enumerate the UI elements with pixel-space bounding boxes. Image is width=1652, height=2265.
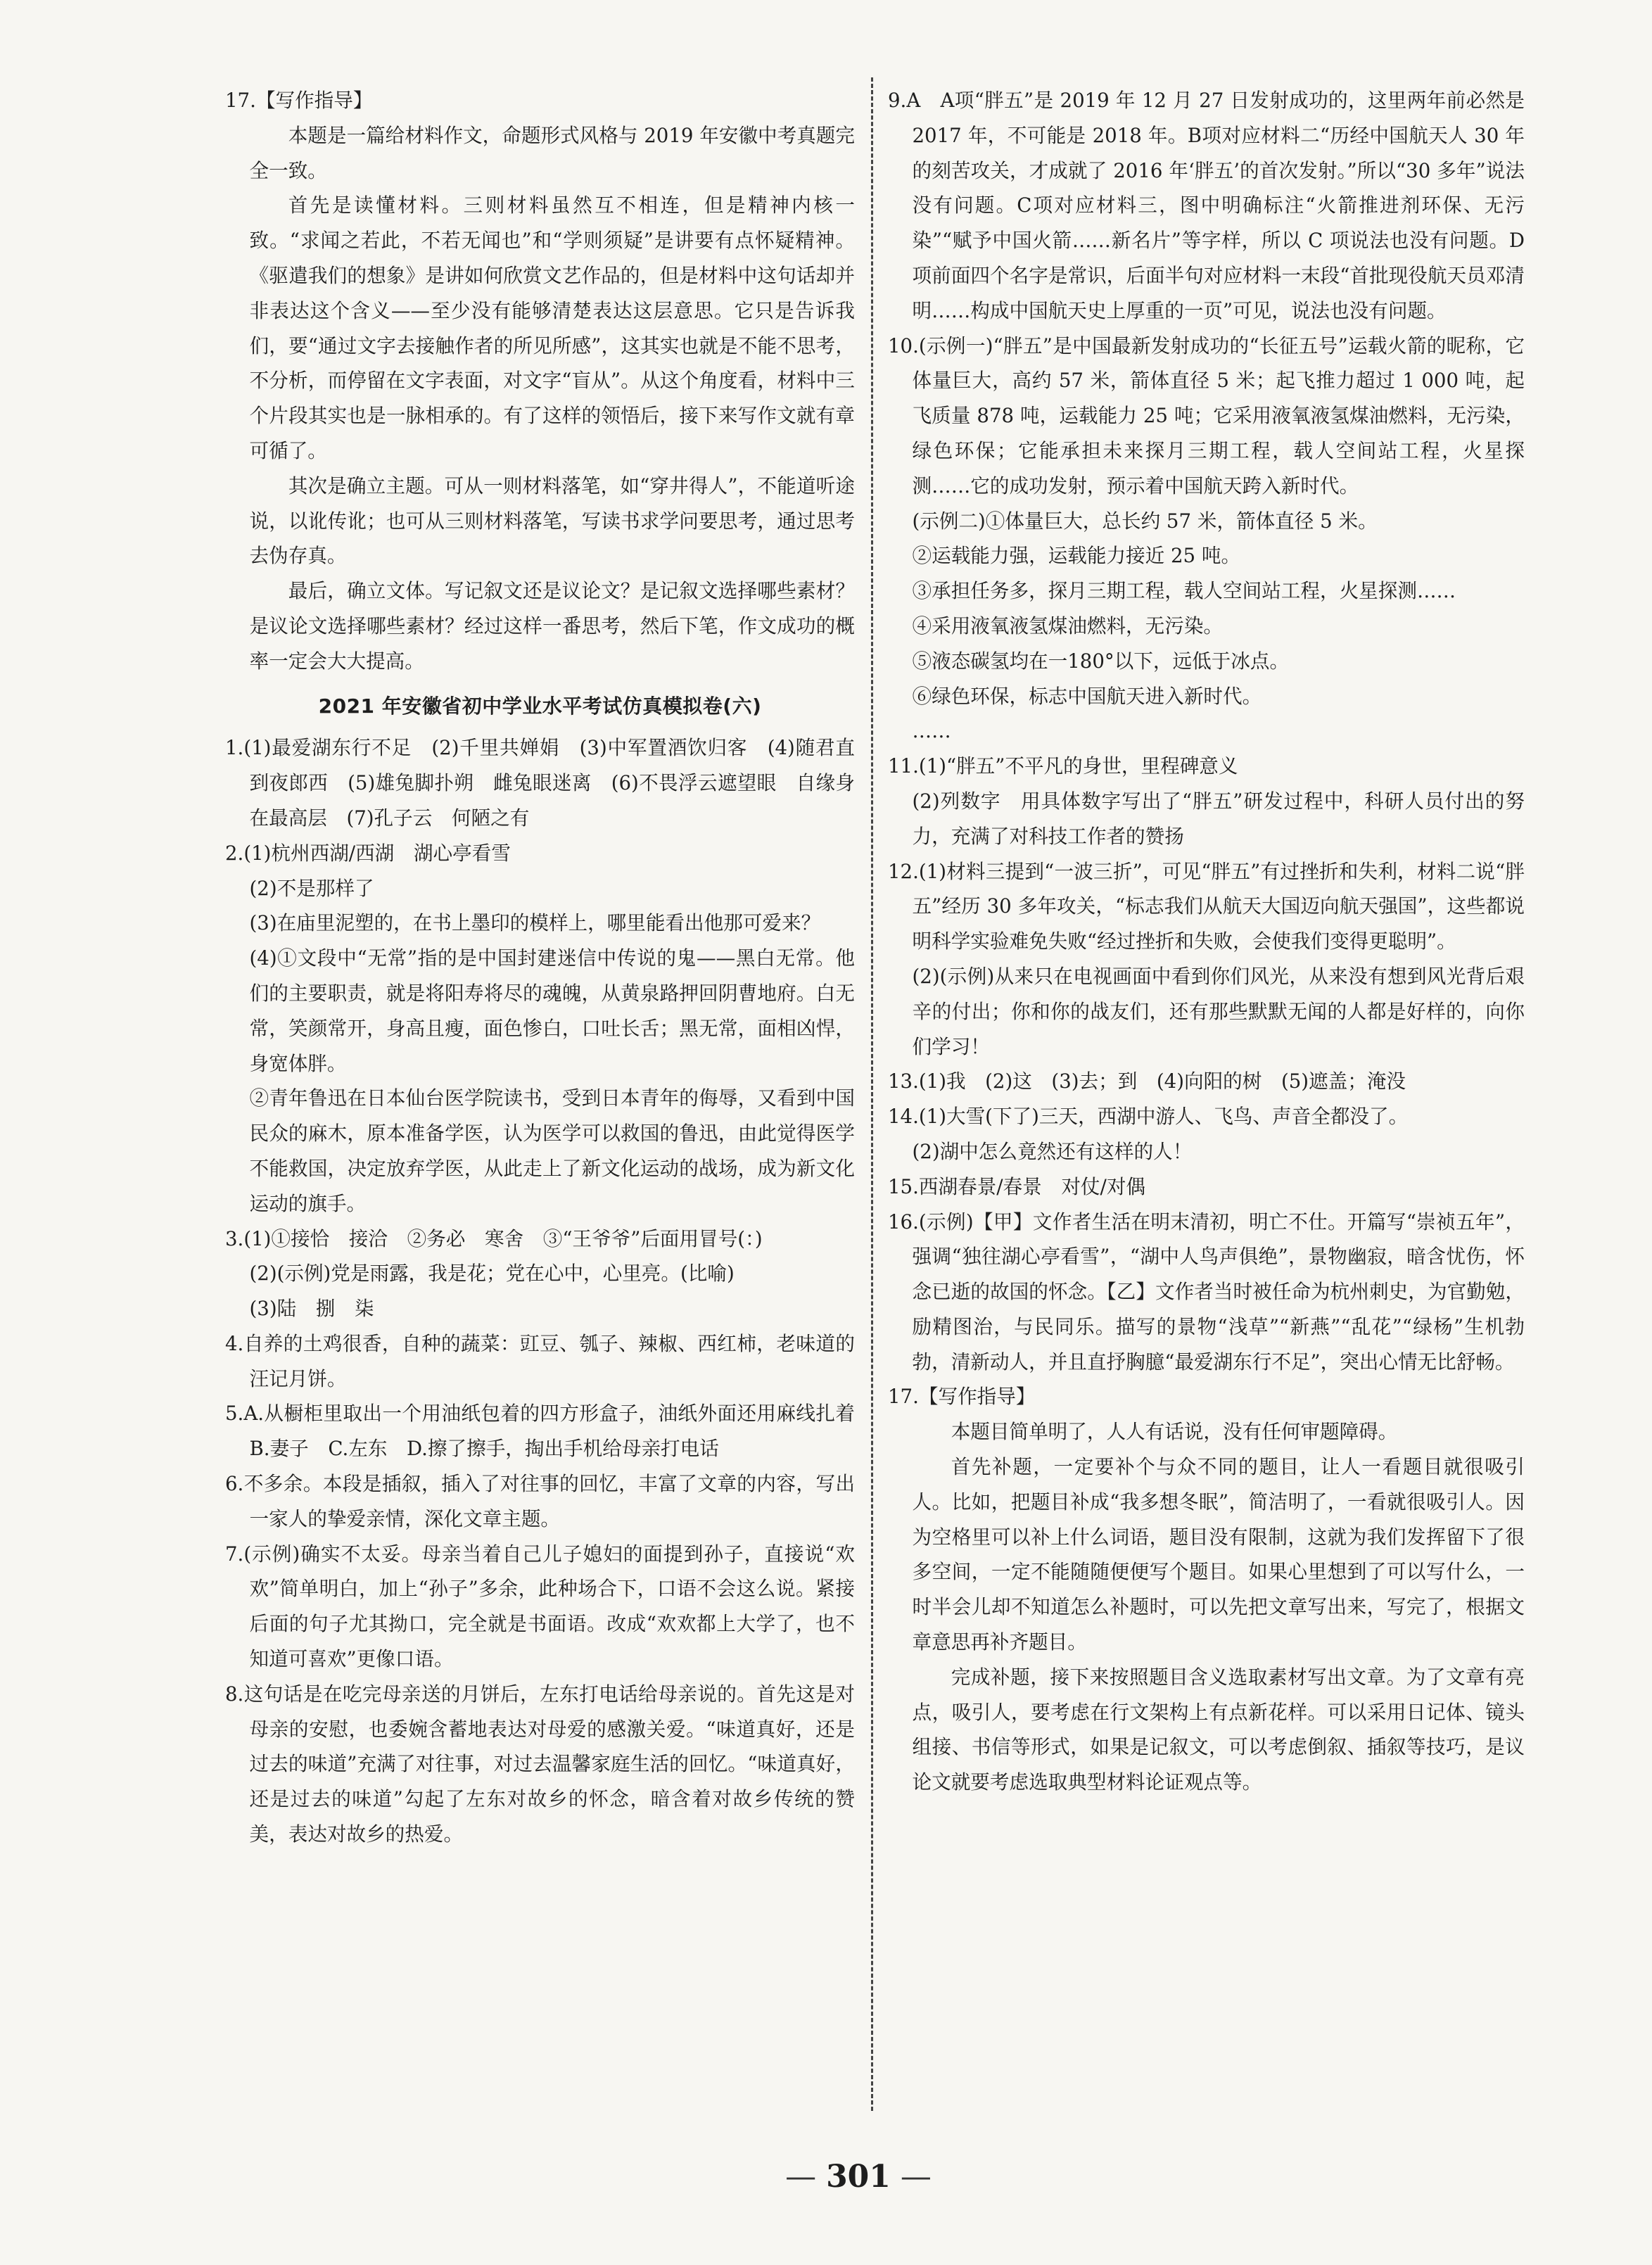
answer-item-3: 3.(1)①接恰 接洽 ②务必 寒舍 ③“王爷爷”后面用冒号(：) xyxy=(225,1226,763,1250)
q17-heading-right: 17.【写作指导】 xyxy=(888,1385,1036,1409)
answer-item-8: 8.这句话是在吃完母亲送的月饼后，左东打电话给母亲说的。首先这是对母亲的安慰，也委婉含蓄地表达对母爱的感激关爱。“味道真好，还是过去的味道”充满了对往事，对过去温馨家庭生活的回忆。“味道真好，还是过去的味道”勾起了左东对故乡的怀念，暗含着对故乡传统的赞美，表达对故乡的热爱。 xyxy=(225,1682,855,1846)
q17-heading-left: 17.【写作指导】 xyxy=(225,89,373,112)
answer-item-11-line: (2)列数字 用具体数字写出了“胖五”研发过程中，科研人员付出的努力，充满了对科技工作者的赞扬 xyxy=(912,789,1525,848)
answer-item-10-line: ②运载能力强，运载能力接近 25 吨。 xyxy=(912,544,1241,568)
answer-item-10-line: …… xyxy=(912,719,951,743)
answer-item-10-line: ④采用液氧液氢煤油燃料，无污染。 xyxy=(912,614,1224,637)
answer-item-12: 12.(1)材料三提到“一波三折”，可见“胖五”有过挫折和失利，材料二说“胖五”经历 30 多年攻关，“标志我们从航天大国迈向航天强国”，这些都说明科学实验难免失败“经过挫折和失败，会使我们变得更聪明”。 xyxy=(888,859,1525,953)
answer-item-3-line: (2)(示例)党是雨露，我是花；党在心中，心里亮。(比喻) xyxy=(249,1262,735,1286)
answer-item-5: 5.A.从橱柜里取出一个用油纸包着的四方形盒子，油纸外面还用麻线扎着 B.妻子 C.左东 D.擦了擦手，掏出手机给母亲打电话 xyxy=(225,1402,875,1461)
answer-item-3-line: (3)陆 捌 柒 xyxy=(249,1297,374,1321)
answer-item-2: 2.(1)杭州西湖/西湖 湖心亭看雪 xyxy=(225,841,511,865)
answer-item-14-line: (2)湖中怎么竟然还有这样的人！ xyxy=(912,1139,1193,1163)
answer-item-2-line: ②青年鲁迅在日本仙台医学院读书，受到日本青年的侮辱，又看到中国民众的麻木，原本准备学医，认为医学可以救国的鲁迅，由此觉得医学不能救国，决定放弃学医，从此走上了新文化运动的战场，成为新文化运动的旗手。 xyxy=(249,1086,855,1215)
answer-item-9: 9.A A项“胖五”是 2019 年 12 月 27 日发射成功的，这里两年前必然是 2017 年，不可能是 2018 年。B项对应材料二“历经中国航天人 30 年的刻苦攻关，才成就了 2016 年‘胖五’的首次发射。”所以“30 多年”说法没有问题。C项对应材料三，图中明确标注“火箭推进剂环保、无污染”“赋予中国火箭……新名片”等字样，所以 C 项说法也没有问题。D项前面四个名字是常识，后面半句对应材料一末段“首批现役航天员邓清明……构成中国航天史上厚重的一页”可见，说法也没有问题。 xyxy=(888,89,1525,322)
answer-item-11: 11.(1)“胖五”不平凡的身世，里程碑意义 xyxy=(888,754,1238,778)
page-number-value: 301 xyxy=(826,2159,891,2195)
answer-item-10: 10.(示例一)“胖五”是中国最新发射成功的“长征五号”运载火箭的昵称，它体量巨大，高约 57 米，箭体直径 5 米；起飞推力超过 1 000 吨，起飞质量 878 吨，运载能力 25 吨；它采用液氧液氢煤油燃料，无污染，绿色环保；它能承担未来探月三期工程，载人空间站工程，火星探测……它的成功发射，预示着中国航天跨入新时代。 xyxy=(888,334,1525,497)
answer-item-2-line: (2)不是那样了 xyxy=(249,876,374,900)
page-number: — 301 — xyxy=(785,2159,932,2195)
q17-paragraph: 最后，确立文体。写记叙文还是议论文？是记叙文选择哪些素材？是议论文选择哪些素材？经过这样一番思考，然后下笔，作文成功的概率一定会大大提高。 xyxy=(249,579,855,673)
q17-paragraph: 其次是确立主题。可从一则材料落笔，如“穿井得人”，不能道听途说，以讹传讹；也可从三则材料落笔，写读书求学问要思考，通过思考去伪存真。 xyxy=(249,474,855,568)
q17-paragraph: 首先是读懂材料。三则材料虽然互不相连，但是精神内核一致。“求闻之若此，不若无闻也”和“学则须疑”是讲要有点怀疑精神。《驱遣我们的想象》是讲如何欣赏文艺作品的，但是材料中这句话却并非表达这个含义——至少没有能够清楚表达这层意思。它只是告诉我们，要“通过文字去接触作者的所见所感”，这其实也就是不能不思考，不分析，而停留在文字表面，对文字“盲从”。从这个角度看，材料中三个片段其实也是一脉相承的。有了这样的领悟后，接下来写作文就有章可循了。 xyxy=(249,193,855,462)
answer-item-13: 13.(1)我 (2)这 (3)去；到 (4)向阳的树 (5)遮盖；淹没 xyxy=(888,1070,1406,1093)
q17-paragraph: 首先补题，一定要补个与众不同的题目，让人一看题目就很吸引人。比如，把题目补成“我多想冬眠”，简洁明了，一看就很吸引人。因为空格里可以补上什么词语，题目没有限制，这就为我们发挥留下了很多空间，一定不能随随便便写个题目。如果心里想到了可以写什么，一时半会儿却不知道怎么补题时，可以先把文章写出来，写完了，根据文章意思再补齐题目。 xyxy=(912,1455,1525,1654)
answer-item-15: 15.西湖春景/春景 对仗/对偶 xyxy=(888,1174,1146,1198)
answer-item-10-line: (示例二)①体量巨大，总长约 57 米，箭体直径 5 米。 xyxy=(912,509,1378,533)
column-divider xyxy=(871,77,873,2111)
answer-item-2-line: (3)在庙里泥塑的，在书上墨印的模样上，哪里能看出他那可爱来？ xyxy=(249,911,821,935)
right-column xyxy=(888,83,1525,1800)
answer-item-4: 4.自养的土鸡很香，自种的蔬菜：豇豆、瓠子、辣椒、西红柿，老味道的汪记月饼。 xyxy=(225,1331,855,1390)
answer-item-14: 14.(1)大雪(下了)三天，西湖中游人、飞鸟、声音全都没了。 xyxy=(888,1105,1409,1129)
answer-item-12-line: (2)(示例)从来只在电视画面中看到你们风光，从来没有想到风光背后艰辛的付出；你和你的战友们，还有那些默默无闻的人都是好样的，向你们学习！ xyxy=(912,964,1525,1058)
answer-item-10-line: ⑥绿色环保，标志中国航天进入新时代。 xyxy=(912,684,1262,708)
answer-item-2-line: (4)①文段中“无常”指的是中国封建迷信中传说的鬼——黑白无常。他们的主要职责，就是将阳寿将尽的魂魄，从黄泉路押回阴曹地府。白无常，笑颜常开，身高且瘦，面色惨白，口吐长舌；黑无常，面相凶悍，身宽体胖。 xyxy=(249,946,855,1075)
section-title: 2021 年安徽省初中学业水平考试仿真模拟卷(六) xyxy=(318,694,762,718)
answer-item-16: 16.(示例)【甲】文作者生活在明末清初，明亡不仕。开篇写“崇祯五年”，强调“独往湖心亭看雪”，“湖中人鸟声俱绝”，景物幽寂，暗含忧伤，怀念已逝的故国的怀念。【乙】文作者当时被任命为杭州刺史，为官勤勉，励精图治，与民同乐。描写的景物“浅草”“新燕”“乱花”“绿杨”生机勃勃，清新动人，并且直抒胸臆“最爱湖东行不足”，突出心情无比舒畅。 xyxy=(888,1210,1525,1373)
answer-item-1: 1.(1)最爱湖东行不足 (2)千里共婵娟 (3)中军置酒饮归客 (4)随君直到夜郎西 (5)雄兔脚扑朔 雌兔眼迷离 (6)不畏浮云遮望眼 自缘身在最高层 (7)孔子云 何陋之有 xyxy=(225,736,855,830)
q17-paragraph: 本题是一篇给材料作文，命题形式风格与 2019 年安徽中考真题完全一致。 xyxy=(249,123,855,182)
answer-item-7: 7.(示例)确实不太妥。母亲当着自己儿子媳妇的面提到孙子，直接说“欢欢”简单明白，加上“孙子”多余，此种场合下，口语不会这么说。紧接后面的句子尤其拗口，完全就是书面语。改成“欢欢都上大学了，也不知道可喜欢”更像口语。 xyxy=(225,1542,855,1671)
q17-paragraph: 完成补题，接下来按照题目含义选取素材写出文章。为了文章有亮点，吸引人，要考虑在行文架构上有点新花样。可以采用日记体、镜头组接、书信等形式，如果是记叙文，可以考虑倒叙、插叙等技巧，是议论文就要考虑选取典型材料论证观点等。 xyxy=(912,1665,1525,1794)
answer-item-10-line: ⑤液态碳氢均在一180°以下，远低于冰点。 xyxy=(912,649,1290,673)
answer-item-6: 6.不多余。本段是插叙，插入了对往事的回忆，丰富了文章的内容，写出一家人的挚爱亲情，深化文章主题。 xyxy=(225,1472,855,1530)
q17-paragraph: 本题目简单明了，人人有话说，没有任何审题障碍。 xyxy=(951,1420,1398,1444)
left-column xyxy=(225,83,875,1852)
answer-item-10-line: ③承担任务多，探月三期工程，载人空间站工程，火星探测…… xyxy=(912,579,1456,603)
